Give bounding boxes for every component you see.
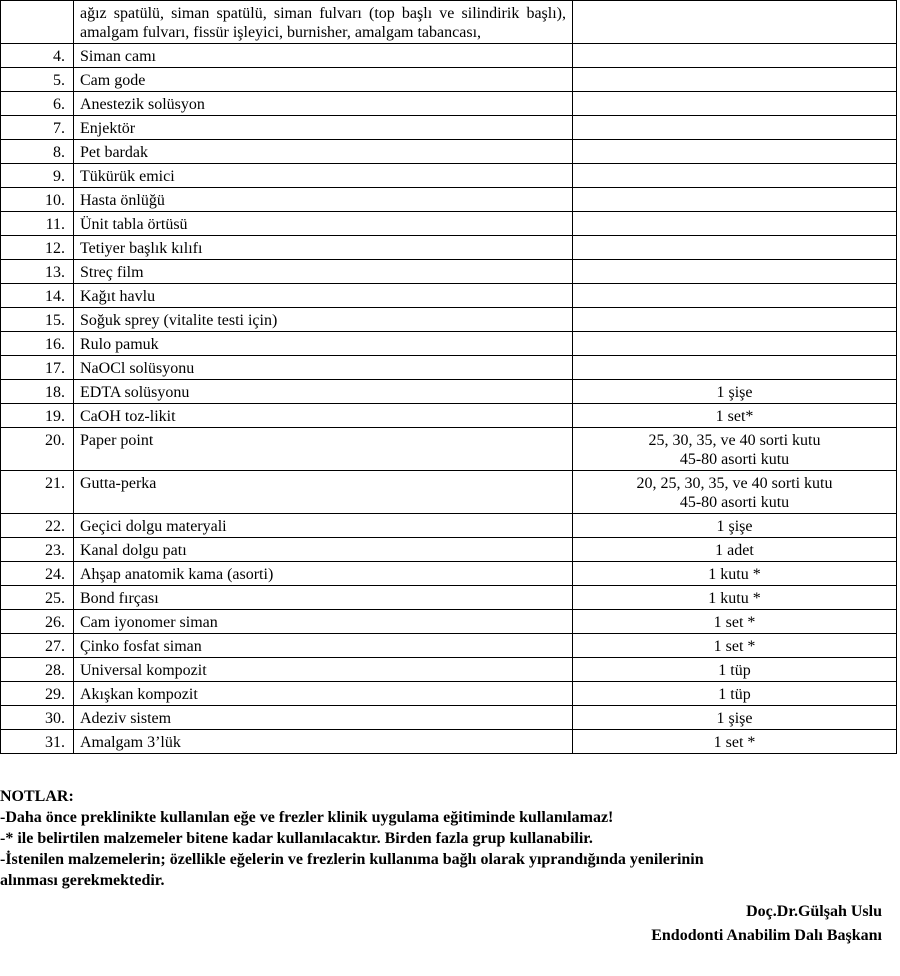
material-quantity — [573, 260, 897, 284]
note-line: alınması gerekmektedir. — [0, 872, 165, 889]
table-row — [1, 610, 897, 634]
material-quantity: 1 set * — [573, 610, 897, 634]
material-quantity: 1 adet — [573, 538, 897, 562]
material-quantity — [573, 164, 897, 188]
material-name: Cam gode — [74, 68, 573, 92]
material-name: Çinko fosfat siman — [74, 634, 573, 658]
material-quantity — [573, 44, 897, 68]
note-line: -İstenilen malzemelerin; özellikle eğelerin ve frezlerin kullanıma bağlı olarak yıprandığında yenilerinin — [0, 851, 704, 868]
material-name: Amalgam 3’lük — [74, 730, 573, 754]
material-name: Universal kompozit — [74, 658, 573, 682]
material-name: Rulo pamuk — [74, 332, 573, 356]
material-name: Cam iyonomer siman — [74, 610, 573, 634]
quantity-line: 25, 30, 35, ve 40 sorti kutu — [648, 432, 821, 449]
quantity-line: 20, 25, 30, 35, ve 40 sorti kutu — [636, 475, 833, 492]
material-quantity — [573, 471, 897, 514]
material-name: Gutta-perka — [74, 471, 573, 514]
material-quantity: 1 kutu * — [573, 562, 897, 586]
material-name: Ahşap anatomik kama (asorti) — [74, 562, 573, 586]
row-number: 29. — [1, 682, 74, 706]
material-name: ağız spatülü, siman spatülü, siman fulvarı (top başlı ve silindirik başlı), amalgam fulvarı, fissür işleyici, burnisher, amalgam tabancası, — [74, 1, 573, 44]
table-row — [1, 332, 897, 356]
material-name: NaOCl solüsyonu — [74, 356, 573, 380]
material-name: Tetiyer başlık kılıfı — [74, 236, 573, 260]
table-row — [1, 471, 897, 514]
material-quantity: 1 kutu * — [573, 586, 897, 610]
table-row — [1, 428, 897, 471]
row-number: 11. — [1, 212, 74, 236]
material-name: Kanal dolgu patı — [74, 538, 573, 562]
material-quantity — [573, 308, 897, 332]
material-quantity: 1 tüp — [573, 658, 897, 682]
row-number: 7. — [1, 116, 74, 140]
material-name: Paper point — [74, 428, 573, 471]
table-row — [1, 188, 897, 212]
row-number: 23. — [1, 538, 74, 562]
table-row — [1, 92, 897, 116]
material-quantity — [573, 188, 897, 212]
table-row — [1, 44, 897, 68]
material-name: Enjektör — [74, 116, 573, 140]
table-row — [1, 404, 897, 428]
table-row — [1, 164, 897, 188]
material-quantity — [573, 140, 897, 164]
material-quantity — [573, 1, 897, 44]
row-number: 28. — [1, 658, 74, 682]
material-name: Siman camı — [74, 44, 573, 68]
material-name: Soğuk sprey (vitalite testi için) — [74, 308, 573, 332]
notes-section — [0, 786, 900, 891]
material-quantity — [573, 332, 897, 356]
material-name: Adeziv sistem — [74, 706, 573, 730]
signature-block — [651, 900, 882, 948]
table-row — [1, 682, 897, 706]
table-row — [1, 380, 897, 404]
row-number: 16. — [1, 332, 74, 356]
table-row — [1, 514, 897, 538]
material-name: Akışkan kompozit — [74, 682, 573, 706]
table-row — [1, 1, 897, 44]
table-row — [1, 658, 897, 682]
table-row — [1, 356, 897, 380]
row-number: 24. — [1, 562, 74, 586]
row-number: 13. — [1, 260, 74, 284]
material-quantity — [573, 68, 897, 92]
row-number: 30. — [1, 706, 74, 730]
material-quantity — [573, 212, 897, 236]
table-row — [1, 116, 897, 140]
table-row — [1, 586, 897, 610]
material-quantity: 1 şişe — [573, 706, 897, 730]
table-row — [1, 284, 897, 308]
note-line: -Daha önce preklinikte kullanılan eğe ve frezler klinik uygulama eğitiminde kullanılamaz! — [0, 809, 614, 826]
table-row — [1, 260, 897, 284]
row-number: 18. — [1, 380, 74, 404]
row-number: 19. — [1, 404, 74, 428]
material-name: EDTA solüsyonu — [74, 380, 573, 404]
table-row — [1, 730, 897, 754]
material-quantity — [573, 236, 897, 260]
material-quantity — [573, 428, 897, 471]
material-quantity — [573, 356, 897, 380]
row-number: 6. — [1, 92, 74, 116]
table-row — [1, 68, 897, 92]
row-number: 31. — [1, 730, 74, 754]
row-number: 14. — [1, 284, 74, 308]
material-name: Streç film — [74, 260, 573, 284]
material-name: Ünit tabla örtüsü — [74, 212, 573, 236]
row-number: 21. — [1, 471, 74, 514]
materials-table-body — [1, 1, 897, 754]
row-number: 20. — [1, 428, 74, 471]
table-row — [1, 140, 897, 164]
material-quantity — [573, 92, 897, 116]
row-number — [1, 1, 74, 44]
note-line: -* ile belirtilen malzemeler bitene kadar kullanılacaktır. Birden fazla grup kullanabilir. — [0, 830, 593, 847]
material-name: Hasta önlüğü — [74, 188, 573, 212]
row-number: 15. — [1, 308, 74, 332]
quantity-line: 45-80 asorti kutu — [679, 494, 790, 511]
material-name: CaOH toz-likit — [74, 404, 573, 428]
row-number: 4. — [1, 44, 74, 68]
material-quantity: 1 set* — [573, 404, 897, 428]
table-row — [1, 308, 897, 332]
table-row — [1, 212, 897, 236]
material-name: Anestezik solüsyon — [74, 92, 573, 116]
row-number: 8. — [1, 140, 74, 164]
material-quantity: 1 set * — [573, 634, 897, 658]
table-row — [1, 634, 897, 658]
material-quantity: 1 şişe — [573, 514, 897, 538]
material-quantity — [573, 116, 897, 140]
material-name: Geçici dolgu materyali — [74, 514, 573, 538]
row-number: 17. — [1, 356, 74, 380]
row-number: 10. — [1, 188, 74, 212]
material-quantity: 1 set * — [573, 730, 897, 754]
quantity-line: 45-80 asorti kutu — [679, 451, 790, 468]
row-number: 26. — [1, 610, 74, 634]
material-name: Bond fırçası — [74, 586, 573, 610]
signatory-title: Endodonti Anabilim Dalı Başkanı — [651, 927, 882, 944]
table-row — [1, 236, 897, 260]
material-name: Kağıt havlu — [74, 284, 573, 308]
row-number: 22. — [1, 514, 74, 538]
row-number: 5. — [1, 68, 74, 92]
row-number: 12. — [1, 236, 74, 260]
table-row — [1, 706, 897, 730]
material-quantity — [573, 284, 897, 308]
material-name: Tükürük emici — [74, 164, 573, 188]
signatory-name: Doç.Dr.Gülşah Uslu — [746, 903, 882, 920]
row-number: 27. — [1, 634, 74, 658]
material-quantity: 1 tüp — [573, 682, 897, 706]
material-name: Pet bardak — [74, 140, 573, 164]
row-number: 25. — [1, 586, 74, 610]
table-row — [1, 538, 897, 562]
table-row — [1, 562, 897, 586]
notes-heading: NOTLAR: — [0, 788, 74, 805]
material-quantity: 1 şişe — [573, 380, 897, 404]
row-number: 9. — [1, 164, 74, 188]
